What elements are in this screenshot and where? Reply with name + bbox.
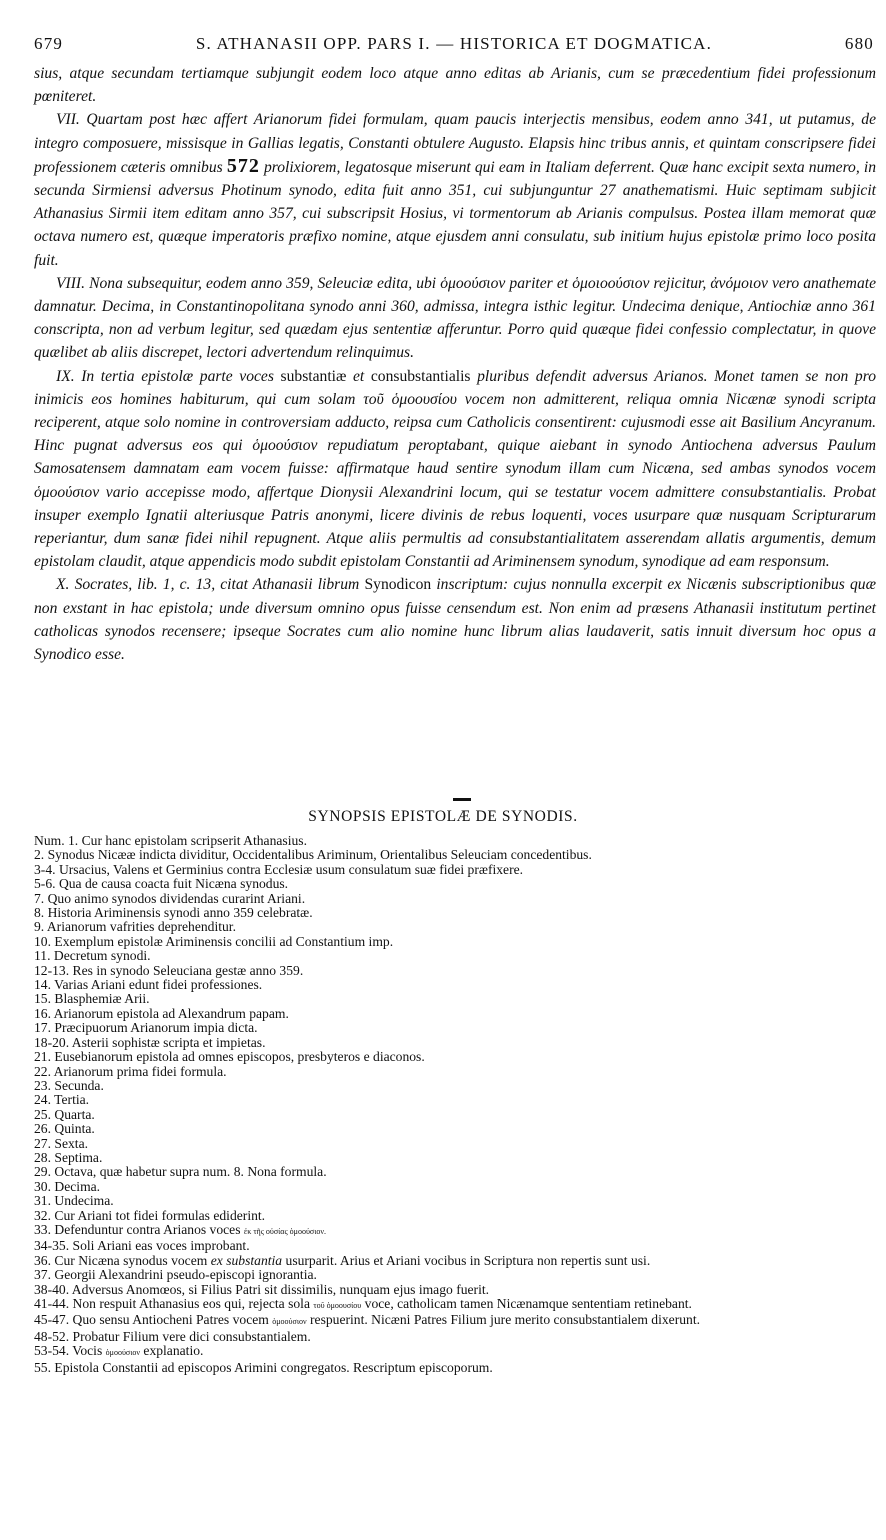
synopsis-entry-number: 5-6. (34, 877, 56, 892)
synopsis-entry-number: 15. (34, 992, 51, 1007)
synopsis-entry-text: Georgii Alexandrini pseudo-episcopi ignorantia. (54, 1268, 317, 1283)
synopsis-entry-text: Epistola Constantii ad episcopos Arimini congregatos. Rescriptum episcoporum. (54, 1360, 493, 1375)
synopsis-entry-number: 38-40. (34, 1282, 70, 1297)
paragraph-x-part2: inscriptum: cujus nonnulla excerpit ex Nicænis subscriptionibus quæ non exstant in hac epistola; unde diversum omnino opus fuisse censendum est. Non enim ad præsens Athanasii institutum pertinet catholicas synodos recensere; ipseque Socrates cum alio nomine hunc librum alias laudaverit, satis innuit diversum hoc opus a Synodico esse. (34, 576, 876, 664)
running-header (34, 34, 874, 56)
synopsis-entry (34, 1283, 876, 1297)
synopsis-entry-text: Undecima. (54, 1194, 114, 1209)
synopsis-entry (34, 863, 876, 877)
synopsis-entry-text: Ursacius, Valens et Germinius contra Ecclesiæ usum consulatum suæ fidei præfixere. (58, 862, 524, 877)
synopsis-entry-text-cont: usurparit. Arius et Ariani vocibus in Scriptura non repertis sunt usi. (285, 1253, 651, 1268)
synopsis-entry-number: 33. (34, 1222, 51, 1237)
paragraph-vii-part2: prolixiorem, legatosque miserunt qui eam in Italiam deferrent. Quæ hanc excipit sexta numero, in secunda Sirmiensi adversus Photinum synodo, edita fuit anno 351, cui subjunguntur 27 anathematismi. Huic septimam subjicit Athanasius Sirmii item editam anno 357, cui subscripsit Hosius, vi tormentorum ab Arianis compulsus. Postea illam memorat quæ octava numero est, quæque imperatoris præfixo nomine, atque ejusdem anni consulatu, sub initium hujus epistolæ primo loco posita fuit. (34, 158, 876, 269)
synopsis-entry-text: Adversus Anomœos, si Filius Patri sit dissimilis, nunquam ejus imago fuerit. (71, 1282, 490, 1297)
synopsis-entry (34, 1223, 876, 1239)
synopsis-entry (34, 1344, 876, 1360)
paragraph-x (34, 573, 876, 666)
synopsis-entry (34, 1007, 876, 1021)
paragraph-vii (34, 108, 876, 271)
synopsis-entry (34, 848, 876, 862)
synopsis-entry-greek: τοῦ ὁμοουσίου (313, 1301, 362, 1310)
synopsis-entry-text: Historia Ariminensis synodi anno 359 celebratæ. (47, 906, 313, 921)
synopsis-entry-number: Num. 1. (34, 834, 79, 848)
synopsis-entry (34, 1065, 876, 1079)
synopsis-entry (34, 920, 876, 934)
synopsis-entry (34, 1209, 876, 1223)
synopsis-entry-text: Arianorum vafrities deprehenditur. (46, 920, 236, 935)
synopsis-entry-text: Eusebianorum epistola ad omnes episcopos, presbyteros e diaconos. (54, 1050, 425, 1065)
synopsis-entry (34, 935, 876, 949)
synopsis-entry-text-cont: explanatio. (143, 1344, 204, 1359)
page-number-left: 679 (34, 34, 64, 53)
synopsis-entry-text: Quinta. (54, 1122, 95, 1137)
synopsis-entry-number: 16. (34, 1006, 51, 1021)
synopsis-entry-text: Probatur Filium vere dici consubstantialem. (72, 1329, 311, 1344)
synopsis-entry-number: 37. (34, 1268, 51, 1283)
synopsis-entry-text: Qua de causa coacta fuit Nicæna synodus. (58, 877, 289, 892)
synopsis-entry (34, 992, 876, 1006)
synopsis-entry (34, 1122, 876, 1136)
synopsis-title: SYNOPSIS EPISTOLÆ DE SYNODIS. (308, 808, 578, 825)
synopsis-entry-text: Cur Nicæna synodus vocem (54, 1253, 208, 1268)
synopsis-entry-number: 36. (34, 1253, 51, 1268)
synopsis-entry-text: Tertia. (54, 1093, 90, 1108)
synopsis-entry-number: 55. (34, 1360, 51, 1375)
synopsis-entry (34, 1361, 876, 1375)
paragraph-x-part1: X. Socrates, lib. 1, c. 13, citat Athanasii librum (56, 576, 360, 594)
synopsis-entry-text: Arianorum prima fidei formula. (53, 1064, 227, 1079)
term-consubstantialis: consubstantialis (370, 367, 471, 385)
synopsis-entry (34, 1050, 876, 1064)
paragraph-continuation: sius, atque secundam tertiamque subjungit eodem loco atque anno editas ab Arianis, cum se præcedentium fidei professionum pœniteret. (34, 65, 876, 106)
synopsis-entry (34, 1268, 876, 1282)
synopsis-entry-text: Arianorum epistola ad Alexandrum papam. (53, 1006, 289, 1021)
synopsis-entry-number: 14. (34, 978, 51, 993)
synopsis-entry-number: 31. (34, 1194, 51, 1209)
synopsis-entry-number: 7. (34, 891, 45, 906)
synopsis-entry-text: Quo animo synodos dividendas curarint Ariani. (47, 891, 306, 906)
synopsis-entry-number: 21. (34, 1050, 51, 1065)
synopsis-entry (34, 892, 876, 906)
synopsis-entry-greek: ὁμοούσιον (272, 1317, 307, 1327)
synopsis-entry-number: 10. (34, 934, 51, 949)
synopsis-entry-text: Quarta. (54, 1107, 95, 1122)
synopsis-entry-number: 11. (34, 949, 51, 964)
synopsis-entry-text: Soli Ariani eas voces improbant. (72, 1239, 250, 1254)
synopsis-entry-number: 28. (34, 1150, 51, 1165)
synopsis-entry-number: 9. (34, 920, 45, 935)
synopsis-entry-number: 17. (34, 1021, 51, 1036)
synopsis-entry-number: 24. (34, 1093, 51, 1108)
synopsis-entry-text: Res in synodo Seleuciana gestæ anno 359. (72, 963, 304, 978)
synopsis-entry (34, 1151, 876, 1165)
synopsis-entry-text: Septima. (54, 1150, 103, 1165)
paragraph-ix (34, 365, 876, 574)
synopsis-entry-text: Exemplum epistolæ Ariminensis concilii ad Constantium imp. (54, 934, 394, 949)
synopsis-entry-text-cont: respuerint. Nicæni Patres Filium jure merito consubstantialem dixerunt. (310, 1313, 701, 1328)
synopsis-entry-text: Cur Ariani tot fidei formulas ediderint. (54, 1208, 266, 1223)
synopsis-entry-text: Synodus Nicææ indicta dividitur, Occidentalibus Ariminum, Orientalibus Seleuciam concedentibus. (47, 848, 592, 863)
header-title: S. ATHANASII OPP. PARS I. — HISTORICA ET DOGMATICA. (195, 34, 713, 53)
synopsis-entry (34, 1254, 876, 1268)
paragraph-vii-part1: VII. Quartam post hæc affert Arianorum fidei formulam, quam paucis interjectis mensibus, eodem anno 341, ut putamus, de integro composuere, missisque in Gallias legatis, Constanti obtulere Augusto. Elapsis hinc tribus annis, et quintam conscripsere fidei professionem cæteris omnibus (34, 111, 876, 176)
synopsis-entry-greek: ὁμοούσιον (105, 1348, 140, 1358)
synopsis-entry (34, 1079, 876, 1093)
synopsis-entry-number: 8. (34, 906, 45, 921)
synopsis-entry (34, 1297, 876, 1313)
synopsis-entry-number: 23. (34, 1078, 51, 1093)
commentary-body (34, 62, 876, 666)
synopsis-entry (34, 1137, 876, 1151)
synopsis-entry-number: 22. (34, 1064, 51, 1079)
synopsis-entry-number: 26. (34, 1122, 51, 1137)
synopsis-entry-text: Octava, quæ habetur supra num. 8. Nona formula. (54, 1165, 327, 1180)
synopsis-entry-text: Blasphemiæ Arii. (54, 992, 150, 1007)
synopsis-entry-number: 53-54. (34, 1344, 70, 1359)
synopsis-entry-number: 30. (34, 1179, 51, 1194)
synopsis-entry-text: Præcipuorum Arianorum impia dicta. (54, 1021, 258, 1036)
paragraph-ix-part3: pluribus defendit adversus Arianos. Monet tamen se non pro inimicis eos homines habiturum, qui cum solam τοῦ ὁμοουσίου vocem non admitterent, reliqua omnia Nicænæ synodi scripta reciperent, atque solo nomine in controversiam adducto, reipsa cum Catholicis consentirent: cujusmodi esse ait Basilium Ancyranum. Hinc pugnat adversus eos qui ὁμοούσιον repudiatum peroptabant, quique aiebant in synodo Antiochena adversus Paulum Samosatensem damnatam eam vocem fuisse: affirmatque haud sentire synodum illam cum Nicæna, sed ambas synodos vocem ὁμοούσιον vario accepisse modo, affertque Dionysii Alexandrini locum, qui se testatur vocem admittere consubstantialis. Probat insuper exemplo Ignatii alteriusque Patris anonymi, licere divinis de rebus loquenti, voces usurpare quæ nusquam Scripturarum reperiantur, dum sanæ fidei nihil repugnent. Atque aliis permultis ad consubstantialitatem asserendam allatis argumentis, demum epistolam claudit, atque appendicis modo subdit epistolam Constantii ad Ariminensem synodum, synodique ad eam responsum. (34, 367, 876, 571)
term-substantiae: substantiæ (280, 367, 347, 385)
synopsis-entry-number: 34-35. (34, 1239, 70, 1254)
synopsis-entry (34, 877, 876, 891)
synopsis-entry (34, 906, 876, 920)
paragraph-ix-part1: IX. In tertia epistolæ parte voces (56, 367, 274, 385)
synopsis-entry-text: Cur hanc epistolam scripserit Athanasius. (81, 834, 307, 848)
synopsis-list (34, 834, 876, 1375)
term-synodicon: Synodicon (364, 576, 432, 594)
synopsis-entry (34, 1093, 876, 1107)
synopsis-entry-text: Sexta. (54, 1136, 89, 1151)
synopsis-entry (34, 1239, 876, 1253)
synopsis-entry-text: Decima. (54, 1179, 101, 1194)
synopsis-entry (34, 834, 876, 848)
synopsis-entry (34, 1165, 876, 1179)
synopsis-entry (34, 1180, 876, 1194)
synopsis-entry (34, 1330, 876, 1344)
synopsis-entry-text: Secunda. (54, 1078, 104, 1093)
synopsis-entry-number: 41-44. (34, 1297, 70, 1311)
section-separator (453, 798, 471, 801)
synopsis-entry-number: 2. (34, 848, 45, 863)
paragraph-viii: VIII. Nona subsequitur, eodem anno 359, Seleuciæ edita, ubi ὁμοούσιον pariter et ὁμοιοούσιον rejicitur, ἀνόμοιον vero anathemate damnatur. Decima, in Constantinopolitana synodo anni 360, admissa, integra isthic legitur. Undecima denique, Antiochiæ anno 361 conscripta, non ad verbum legitur, sed quædam ejus sententiæ afferuntur. Porro quid quæque fidei confessio complectatur, in quove quælibet ab aliis discrepet, lectori advertendum relinquimus. (34, 274, 876, 362)
synopsis-entry-text: Asterii sophistæ scripta et impietas. (71, 1035, 266, 1050)
synopsis-entry (34, 949, 876, 963)
synopsis-entry-text: Quo sensu Antiocheni Patres vocem (72, 1313, 269, 1328)
paragraph-ix-part2: et (353, 367, 365, 385)
synopsis-entry-number: 29. (34, 1165, 51, 1180)
synopsis-entry-text: Vocis (72, 1344, 103, 1359)
synopsis-entry-number: 27. (34, 1136, 51, 1151)
synopsis-entry-text: Decretum synodi. (53, 949, 151, 964)
synopsis-entry (34, 1194, 876, 1208)
synopsis-entry-text: Defenduntur contra Arianos voces (54, 1222, 241, 1237)
synopsis-entry-number: 18-20. (34, 1035, 70, 1050)
synopsis-entry-italic: ex substantia (210, 1253, 283, 1268)
synopsis-entry-number: 32. (34, 1208, 51, 1223)
column-number-marker: 572 (226, 154, 260, 177)
synopsis-entry-greek: ἐκ τῆς οὐσίας ὁμοούσιον. (243, 1226, 326, 1236)
synopsis-entry (34, 1021, 876, 1035)
synopsis-entry-text: Non respuit Athanasius eos qui, rejecta sola (72, 1297, 310, 1311)
synopsis-entry-number: 25. (34, 1107, 51, 1122)
synopsis-entry-number: 48-52. (34, 1329, 70, 1344)
synopsis-entry-number: 45-47. (34, 1313, 70, 1328)
synopsis-entry (34, 1036, 876, 1050)
synopsis-entry (34, 1313, 876, 1329)
synopsis-entry (34, 978, 876, 992)
synopsis-entry-text: Varias Ariani edunt fidei professiones. (54, 978, 263, 993)
synopsis-entry-number: 3-4. (34, 862, 56, 877)
synopsis-entry (34, 964, 876, 978)
page-number-right: 680 (844, 34, 874, 53)
synopsis-entry-text-cont: voce, catholicam tamen Nicænamque sententiam retinebant. (364, 1297, 692, 1311)
synopsis-entry (34, 1108, 876, 1122)
synopsis-entry-number: 12-13. (34, 963, 70, 978)
